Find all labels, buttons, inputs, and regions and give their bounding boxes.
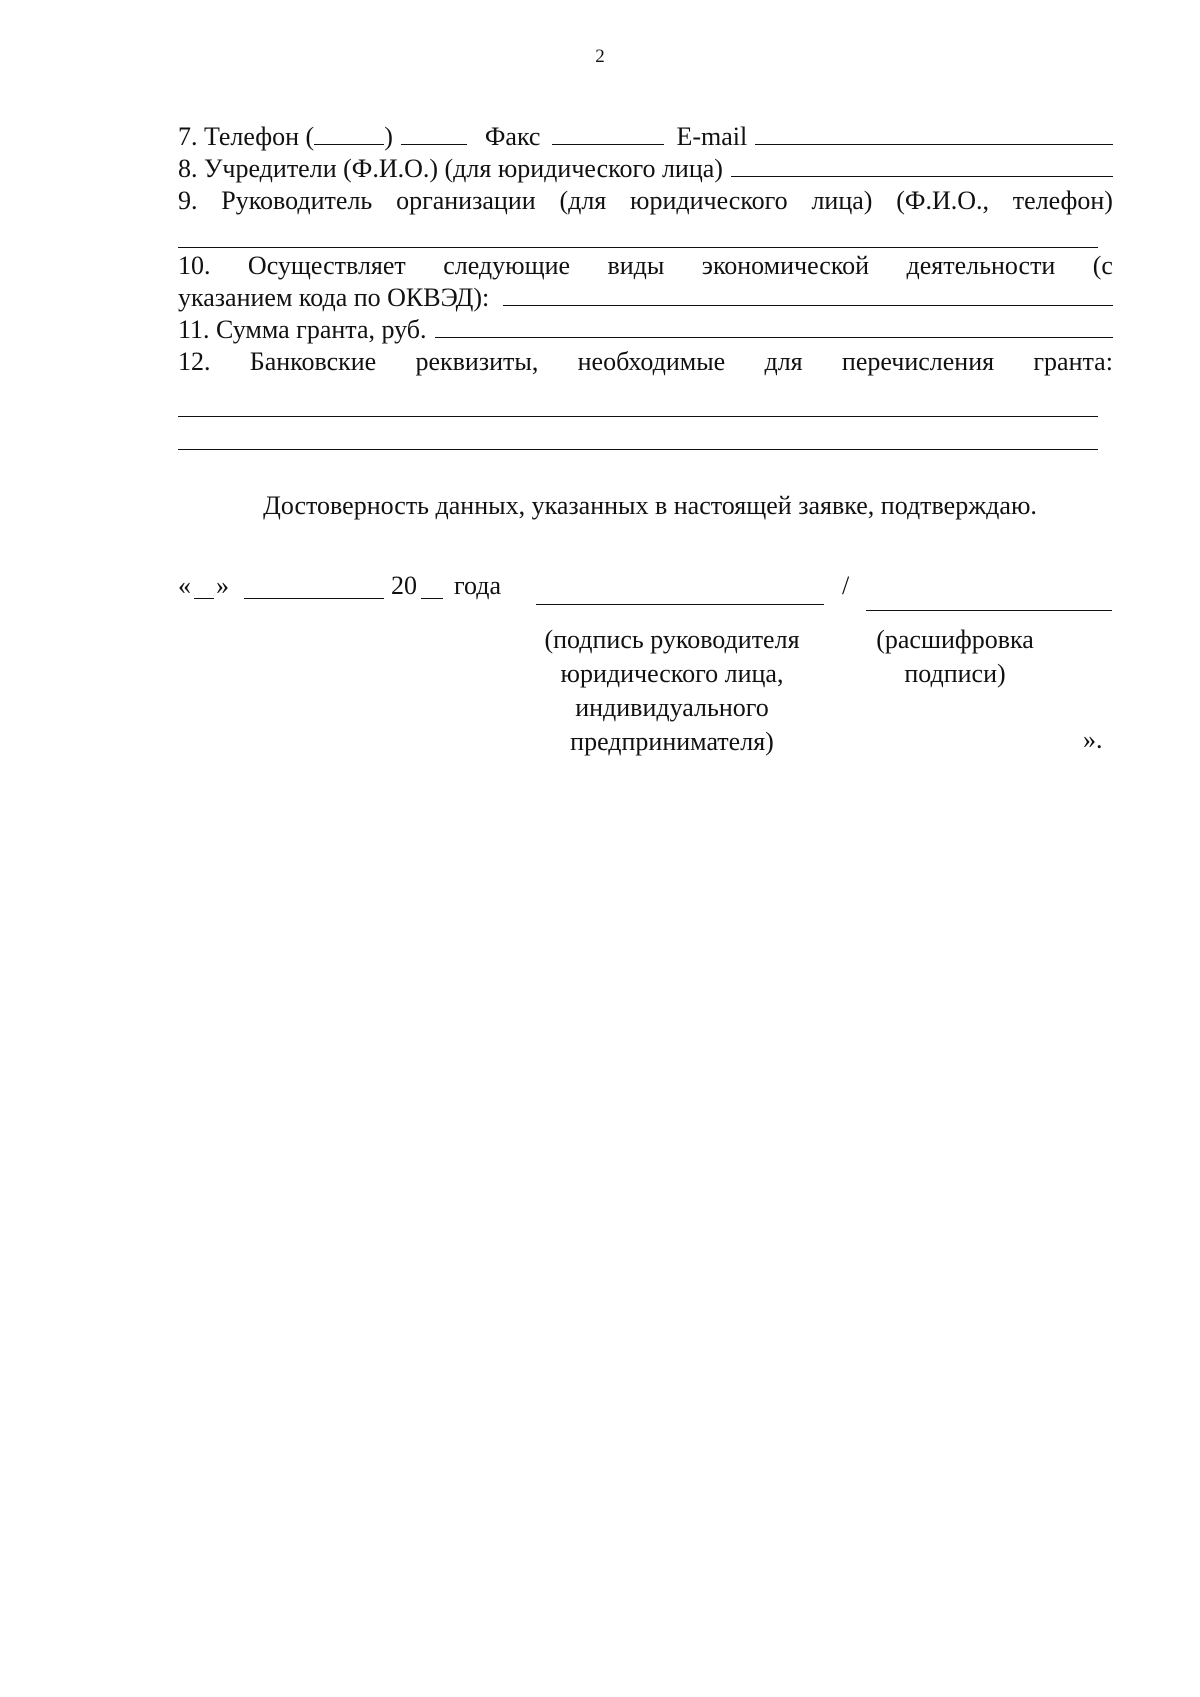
f9-w3: (для [559,186,607,215]
f9-w7: телефон) [1012,186,1113,215]
field-10-line2 [178,282,1113,314]
f12-w4: для [764,347,803,376]
caption-decode-l2: подписи) [904,659,1006,688]
grant-amount-field[interactable] [435,315,1113,338]
caption-signature-l3: индивидуального [575,693,769,722]
f10-w5: деятельности [906,251,1056,280]
signature-decode-field[interactable] [866,610,1112,611]
signature-field[interactable] [536,604,824,605]
f12-w3: необходимые [577,347,726,376]
closing-quote: ». [1083,725,1103,754]
f10-w6: (с [1092,251,1113,280]
phone-code-field[interactable] [314,122,384,145]
field-11-row [178,314,1113,346]
field-11-label: 11. Сумма гранта, руб. [178,315,427,344]
f10-w4: экономической [701,251,870,280]
caption-signature-l2: юридического лица, [560,659,784,688]
f9-w5: лица) [811,186,873,215]
caption-decode-l1: (расшифровка [876,625,1034,654]
signature-caption [522,623,822,759]
field-10-row [178,250,1113,282]
f9-w1: Руководитель [221,186,373,215]
bank-details-line-1[interactable] [178,378,1098,417]
founders-field[interactable] [731,154,1113,177]
field-12-row [178,346,1113,378]
f10-w2: следующие [443,251,571,280]
year-prefix: 20 [391,571,417,600]
field-8-label: 8. Учредители (Ф.И.О.) (для юридического лица) [178,154,723,183]
f12-w5: перечисления [841,347,995,376]
f9-w4: юридического [630,186,788,215]
phone-number-field[interactable] [401,122,467,145]
f10-w1: Осуществляет [247,251,406,280]
manager-field[interactable] [178,217,1098,248]
field-9-row [178,185,1113,217]
email-field[interactable] [755,122,1113,145]
f10-w0: 10. [178,251,211,280]
quote-open: « [178,571,191,600]
signature-slash: / [842,571,850,600]
f9-w2: организации [396,186,536,215]
email-label: E-mail [676,122,748,151]
f12-w6: гранта: [1033,347,1113,376]
field-7-paren: ) [384,122,393,151]
bank-details-line-2[interactable] [178,417,1098,450]
year-word: года [454,571,502,600]
f12-w2: реквизиты, [415,347,539,376]
fax-label: Факс [484,122,541,151]
decode-caption [855,623,1055,691]
f9-w0: 9. [178,186,198,215]
f12-w0: 12. [178,347,211,376]
month-field[interactable] [244,598,384,599]
f12-w1: Банковские [249,347,377,376]
page-number: 2 [595,46,605,67]
caption-signature-l4: предпринимателя) [570,727,774,756]
application-fields [178,121,1113,450]
field-7-phone-row [178,121,1113,153]
confirmation-statement: Достоверность данных, указанных в настоящей заявке, подтверждаю. [263,491,1037,520]
quote-close: » [216,571,229,600]
fax-field[interactable] [552,122,664,145]
field-8-row [178,153,1113,185]
field-7-label: 7. Телефон ( [178,122,315,151]
f10-line2: указанием кода по ОКВЭД): [178,283,490,312]
f9-w6: (Ф.И.О., [896,186,990,215]
day-field[interactable] [194,598,214,599]
signature-row [178,567,1123,607]
year-field[interactable] [421,598,443,599]
f10-w3: виды [607,251,665,280]
caption-signature-l1: (подпись руководителя [544,625,800,654]
okved-field[interactable] [503,283,1113,306]
